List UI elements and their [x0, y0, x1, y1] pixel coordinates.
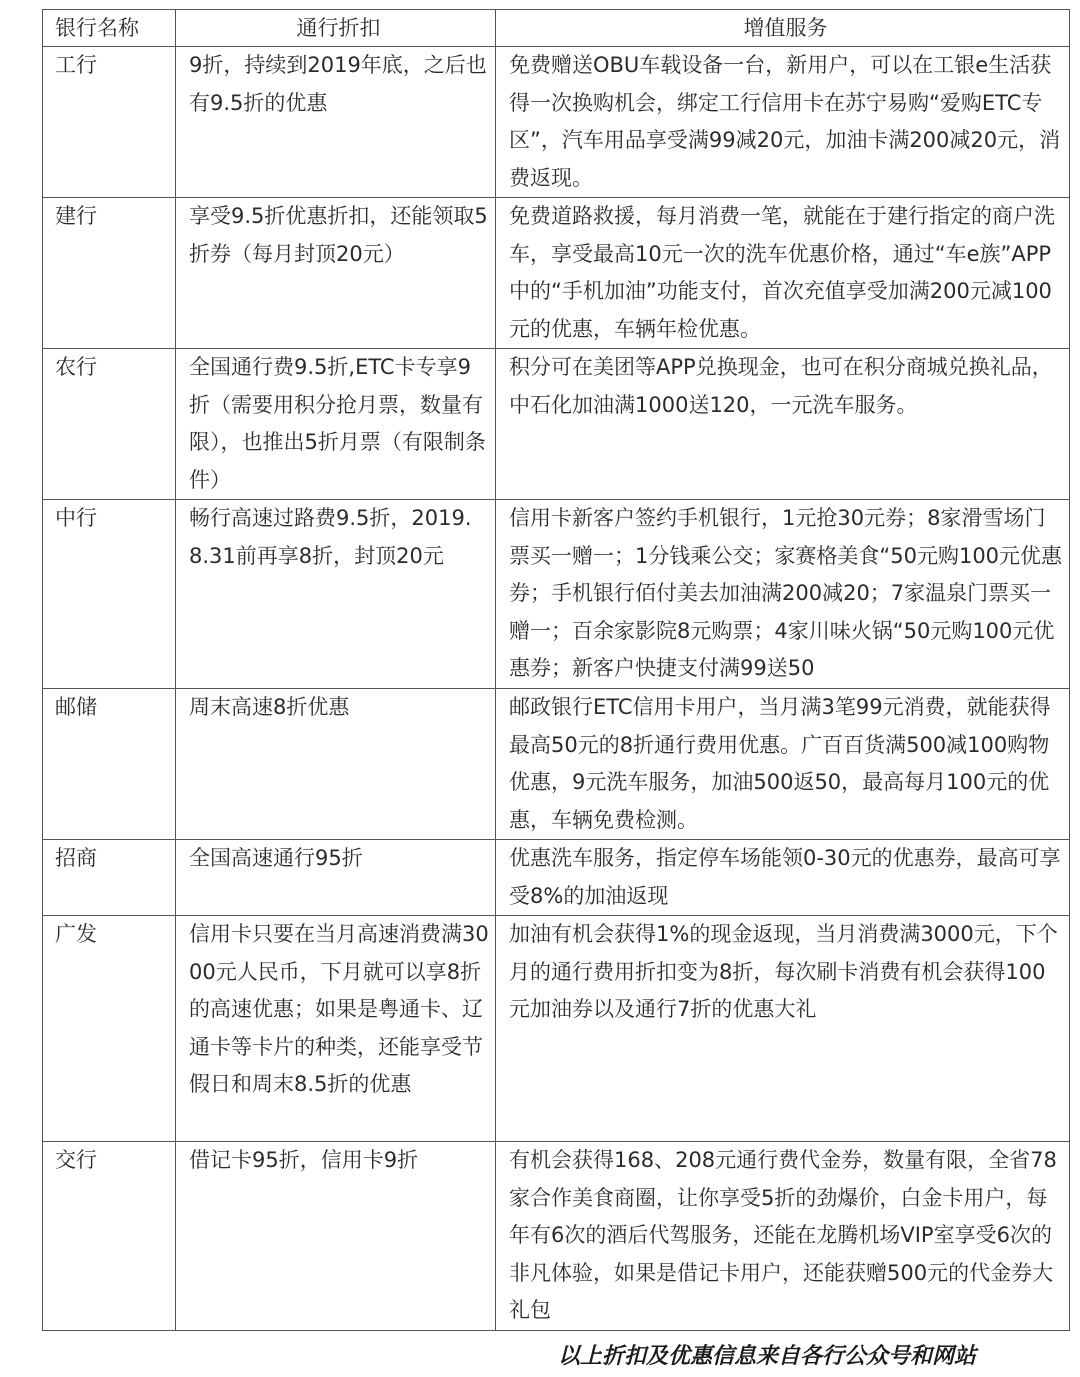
table-row [43, 1142, 1070, 1331]
bank-name-cell: 广发 [43, 916, 176, 1142]
table-row [43, 349, 1070, 500]
bank-name-cell: 中行 [43, 500, 176, 689]
header-services: 增值服务 [496, 10, 1070, 47]
table-row [43, 500, 1070, 689]
table-row [43, 689, 1070, 840]
table-row [43, 840, 1070, 916]
discount-cell: 借记卡95折，信用卡9折 [176, 1142, 496, 1331]
service-cell: 信用卡新客户签约手机银行，1元抢30元券；8家滑雪场门票买一赠一；1分钱乘公交；家赛格美食“50元购100元优惠券；手机银行佰付美去加油满200减20；7家温泉门票买一赠一；百余家影院8元购票；4家川味火锅“50元购100元优惠券；新客户快捷支付满99送50 [496, 500, 1070, 689]
table-row [43, 198, 1070, 349]
table-row [43, 916, 1070, 1142]
table-row [43, 47, 1070, 198]
bank-name-cell: 交行 [43, 1142, 176, 1331]
service-cell: 加油有机会获得1%的现金返现，当月消费满3000元，下个月的通行费用折扣变为8折，每次刷卡消费有机会获得100元加油券以及通行7折的优惠大礼 [496, 916, 1070, 1142]
bank-name-cell: 农行 [43, 349, 176, 500]
header-bank-name: 银行名称 [43, 10, 176, 47]
discount-cell: 信用卡只要在当月高速消费满3000元人民币，下月就可以享8折的高速优惠；如果是粤通卡、辽通卡等卡片的种类，还能享受节假日和周末8.5折的优惠 [176, 916, 496, 1142]
discount-cell: 畅行高速过路费9.5折，2019.8.31前再享8折，封顶20元 [176, 500, 496, 689]
bank-name-cell: 招商 [43, 840, 176, 916]
service-cell: 积分可在美团等APP兑换现金，也可在积分商城兑换礼品，中石化加油满1000送120，一元洗车服务。 [496, 349, 1070, 500]
discount-cell: 全国高速通行95折 [176, 840, 496, 916]
service-cell: 邮政银行ETC信用卡用户，当月满3笔99元消费，就能获得最高50元的8折通行费用优惠。广百百货满500减100购物优惠，9元洗车服务，加油500返50，最高每月100元的优惠，车辆免费检测。 [496, 689, 1070, 840]
header-discount: 通行折扣 [176, 10, 496, 47]
discount-cell: 周末高速8折优惠 [176, 689, 496, 840]
bank-etc-table [42, 9, 1070, 1331]
bank-name-cell: 邮储 [43, 689, 176, 840]
source-footnote: 以上折扣及优惠信息来自各行公众号和网站 [558, 1344, 977, 1369]
service-cell: 优惠洗车服务，指定停车场能领0-30元的优惠券，最高可享受8%的加油返现 [496, 840, 1070, 916]
service-cell: 免费道路救援，每月消费一笔，就能在于建行指定的商户洗车，享受最高10元一次的洗车优惠价格，通过“车e族”APP中的“手机加油”功能支付，首次充值享受加满200元减100元的优惠，车辆年检优惠。 [496, 198, 1070, 349]
service-cell: 免费赠送OBU车载设备一台，新用户，可以在工银e生活获得一次换购机会，绑定工行信用卡在苏宁易购“爱购ETC专区”，汽车用品享受满99减20元，加油卡满200减20元，消费返现。 [496, 47, 1070, 198]
bank-name-cell: 建行 [43, 198, 176, 349]
discount-cell: 享受9.5折优惠折扣，还能领取5折券（每月封顶20元） [176, 198, 496, 349]
bank-name-cell: 工行 [43, 47, 176, 198]
table-header-row [43, 10, 1070, 47]
discount-cell: 9折，持续到2019年底，之后也有9.5折的优惠 [176, 47, 496, 198]
discount-cell: 全国通行费9.5折,ETC卡专享9折（需要用积分抢月票，数量有限），也推出5折月票（有限制条件） [176, 349, 496, 500]
service-cell: 有机会获得168、208元通行费代金券，数量有限，全省78家合作美食商圈，让你享受5折的劲爆价，白金卡用户，每年有6次的酒后代驾服务，还能在龙腾机场VIP室享受6次的非凡体验，如果是借记卡用户，还能获赠500元的代金券大礼包 [496, 1142, 1070, 1331]
